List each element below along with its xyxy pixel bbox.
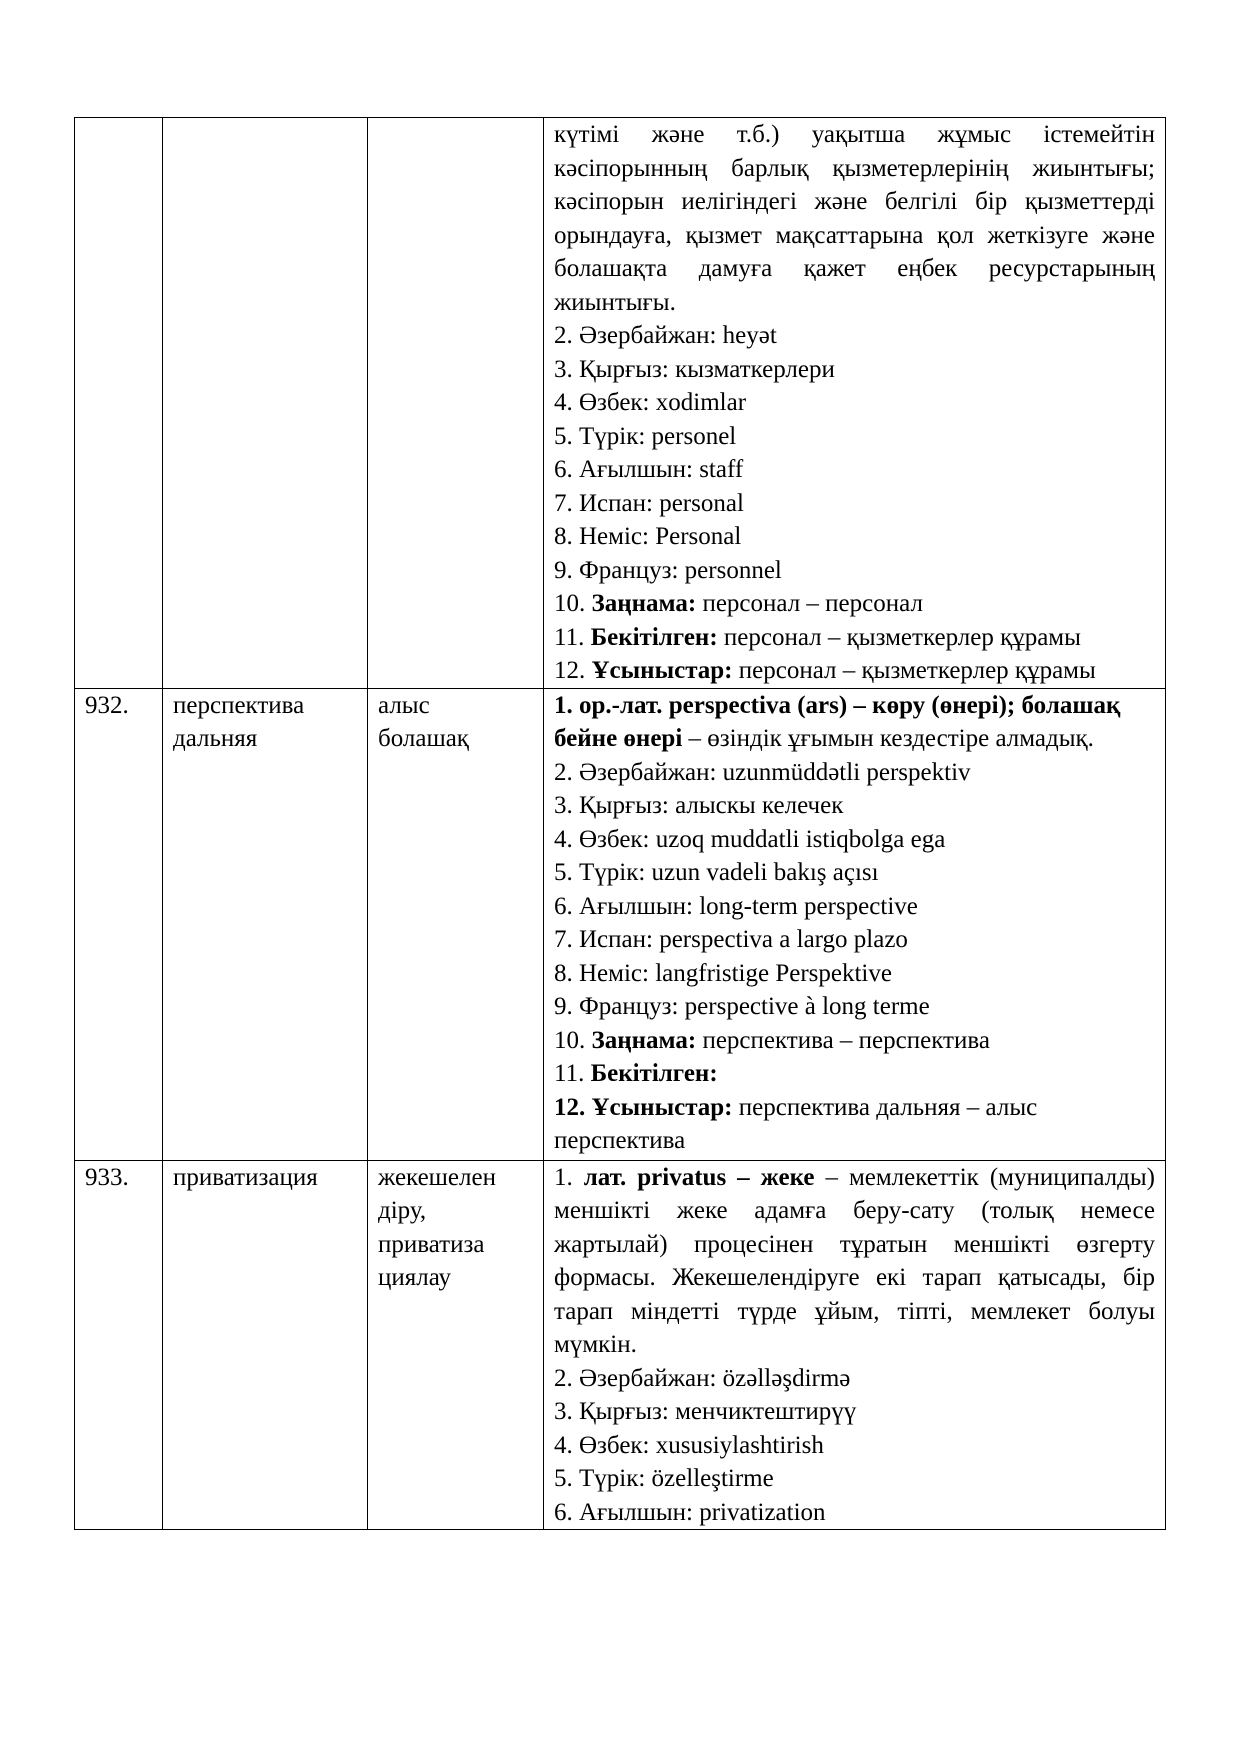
item-number: 1. (554, 1163, 573, 1191)
translation-line: 5. Түрік: özelleştirme (554, 1465, 774, 1492)
approved-label: Бекітілген: (590, 623, 718, 651)
legislation-line (554, 587, 1155, 621)
kazakh-term-line: болашақ (378, 725, 469, 752)
entry-number-cell: 932. (75, 688, 163, 1160)
translation-line: 3. Қырғыз: кызматкерлери (554, 355, 835, 383)
approved-label: Бекітілген: (590, 1060, 718, 1087)
kazakh-term-line: циялау (378, 1264, 452, 1291)
etymology-paragraph (554, 1161, 1155, 1362)
translation-line: 7. Испан: perspectiva a largo plazo (554, 926, 908, 953)
russian-term-cell (163, 118, 368, 689)
etymology-text: – өзіндік ұғымын кездестіре алмадық. (682, 725, 1094, 752)
kazakh-term-line: жекешелен (378, 1163, 496, 1191)
item-number: 11. (554, 623, 585, 651)
kazakh-term-cell (368, 688, 544, 1160)
definition-cell (544, 1160, 1166, 1530)
translation-line: 4. Өзбек: uzoq muddatli istiqbolga ega (554, 825, 946, 853)
translation-line: 6. Ағылшын: privatization (554, 1498, 826, 1526)
recommendation-text: перспектива дальняя – алыс перспектива (554, 1093, 1038, 1154)
russian-term-cell (163, 688, 368, 1160)
russian-term-cell: приватизация (163, 1160, 368, 1530)
translation-line: 7. Испан: personal (554, 489, 744, 517)
legislation-label: Заңнама: (591, 590, 697, 617)
glossary-table (74, 117, 1166, 1530)
kazakh-term-cell (368, 118, 544, 689)
russian-term-line: дальняя (173, 725, 258, 752)
approved-line (554, 621, 1155, 655)
russian-term-line: перспектива (173, 691, 305, 719)
translation-line: 8. Неміс: langfristige Perspektive (554, 959, 892, 987)
translation-line: 9. Француз: personnel (554, 556, 782, 584)
translation-line: 9. Француз: perspective à long terme (554, 993, 930, 1020)
item-number: 12. (554, 657, 586, 684)
item-number: 10. (554, 1026, 586, 1054)
kazakh-term-cell (368, 1160, 544, 1530)
translation-line: 4. Өзбек: xususiylashtirish (554, 1431, 824, 1459)
translation-line: 2. Әзербайжан: uzunmüddətli perspektiv (554, 758, 971, 786)
table-row (75, 688, 1166, 1160)
table-row (75, 1160, 1166, 1530)
table-row (75, 118, 1166, 689)
definition-cell (544, 688, 1166, 1160)
translation-line: 2. Әзербайжан: özəlləşdirmə (554, 1364, 851, 1392)
translation-line: 5. Түрік: personel (554, 422, 737, 450)
kazakh-term-line: приватиза (378, 1230, 485, 1258)
translation-line: 6. Ағылшын: staff (554, 456, 744, 483)
recommendation-line (554, 654, 1155, 688)
etymology-bold: 1. ор.-лат. perspectiva (ars) – көру (өнері); болашақ бейне өнері (554, 691, 1121, 752)
kazakh-term-line: діру, (378, 1197, 427, 1224)
kazakh-term-line: алыс (378, 691, 430, 719)
etymology-bold: лат. privatus – жеке (583, 1163, 815, 1191)
translation-line: 5. Түрік: uzun vadeli bakış açısı (554, 859, 879, 886)
approved-text: персонал – қызметкерлер құрамы (723, 623, 1081, 651)
legislation-line (554, 1024, 1155, 1058)
entry-number-cell (75, 118, 163, 689)
recommendation-label: Ұсыныстар: (591, 657, 733, 684)
definition-paragraph: күтімі және т.б.) уақытша жұмыс істемейтін кәсіпорынның барлық қызметерлерінің жиынтығы; кәсіпорын иелігіндегі және белгілі бір қызметтерді орындауға, қызмет мақсаттарына қол жеткізуге және болашақта дамуға қажет еңбек ресурстарының жиынтығы. (554, 121, 1155, 316)
approved-line (554, 1057, 1155, 1091)
etymology-text: – мемлекеттік (муниципалды) меншікті жеке адамға беру-сату (толық немесе жартылай) процесінен тұратын меншікті өзгерту формасы. Жекешелендіруге екі тарап қатысады, бір тарап міндетті түрде ұйым, тіпті, мемлекет болуы мүмкін. (554, 1163, 1155, 1358)
translation-line: 3. Қырғыз: алыскы келечек (554, 792, 844, 819)
recommendation-text: персонал – қызметкерлер құрамы (738, 657, 1096, 684)
translation-line: 8. Неміс: Personal (554, 523, 742, 550)
etymology-paragraph (554, 689, 1155, 756)
translation-line: 6. Ағылшын: long-term perspective (554, 892, 918, 920)
entry-number-cell: 933. (75, 1160, 163, 1530)
translation-line: 2. Әзербайжан: heyət (554, 322, 777, 349)
translation-line: 3. Қырғыз: менчиктештирүү (554, 1398, 857, 1425)
translation-line: 4. Өзбек: xodimlar (554, 389, 747, 416)
legislation-label: Заңнама: (591, 1026, 697, 1054)
item-number: 10. (554, 590, 586, 617)
definition-cell (544, 118, 1166, 689)
item-number: 11. (554, 1060, 585, 1087)
recommendation-label: 12. Ұсыныстар: (554, 1093, 733, 1121)
recommendation-line (554, 1091, 1155, 1158)
legislation-text: персонал – персонал (702, 590, 923, 617)
legislation-text: перспектива – перспектива (702, 1026, 990, 1054)
